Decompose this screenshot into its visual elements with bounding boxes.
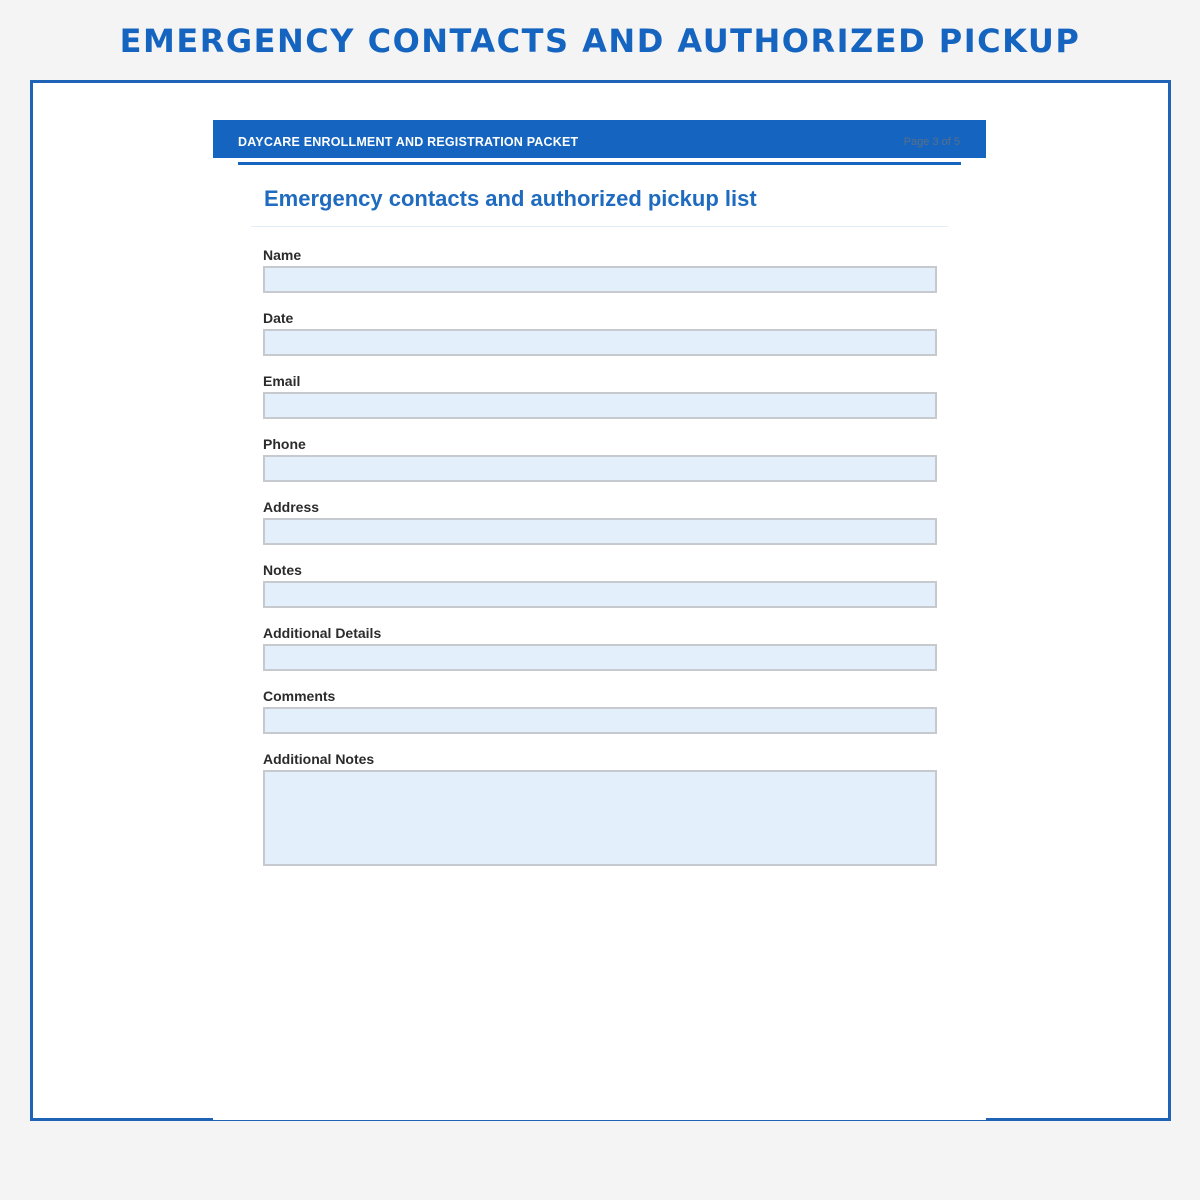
email-input[interactable]	[263, 392, 937, 419]
field-label-name: Name	[263, 247, 302, 263]
field-notes	[263, 561, 937, 608]
notes-input[interactable]	[263, 581, 937, 608]
banner-title: EMERGENCY CONTACTS AND AUTHORIZED PICKUP	[119, 22, 1081, 60]
form-page	[213, 120, 986, 1120]
field-comments	[263, 687, 937, 734]
packet-title: DAYCARE ENROLLMENT AND REGISTRATION PACKET	[238, 135, 579, 149]
additional-notes-textarea[interactable]	[263, 770, 937, 866]
field-label-additional-details: Additional Details	[263, 625, 382, 641]
form-heading: Emergency contacts and authorized pickup list	[264, 186, 757, 211]
field-name	[263, 246, 937, 293]
field-label-notes: Notes	[263, 562, 302, 578]
field-additional-notes	[263, 750, 937, 866]
phone-input[interactable]	[263, 455, 937, 482]
field-label-comments: Comments	[263, 688, 336, 704]
additional-details-input[interactable]	[263, 644, 937, 671]
date-input[interactable]	[263, 329, 937, 356]
heading-divider	[251, 226, 948, 227]
field-label-phone: Phone	[263, 436, 306, 452]
address-input[interactable]	[263, 518, 937, 545]
field-additional-details	[263, 624, 937, 671]
field-phone	[263, 435, 937, 482]
header-divider	[238, 162, 961, 165]
field-email	[263, 372, 937, 419]
field-date	[263, 309, 937, 356]
field-label-additional-notes: Additional Notes	[263, 751, 375, 767]
field-label-date: Date	[263, 310, 294, 326]
page-header-bar	[213, 120, 986, 158]
page-indicator: Page 3 of 5	[903, 136, 960, 148]
comments-input[interactable]	[263, 707, 937, 734]
name-input[interactable]	[263, 266, 937, 293]
field-address	[263, 498, 937, 545]
field-label-email: Email	[263, 373, 301, 389]
field-label-address: Address	[263, 499, 320, 515]
